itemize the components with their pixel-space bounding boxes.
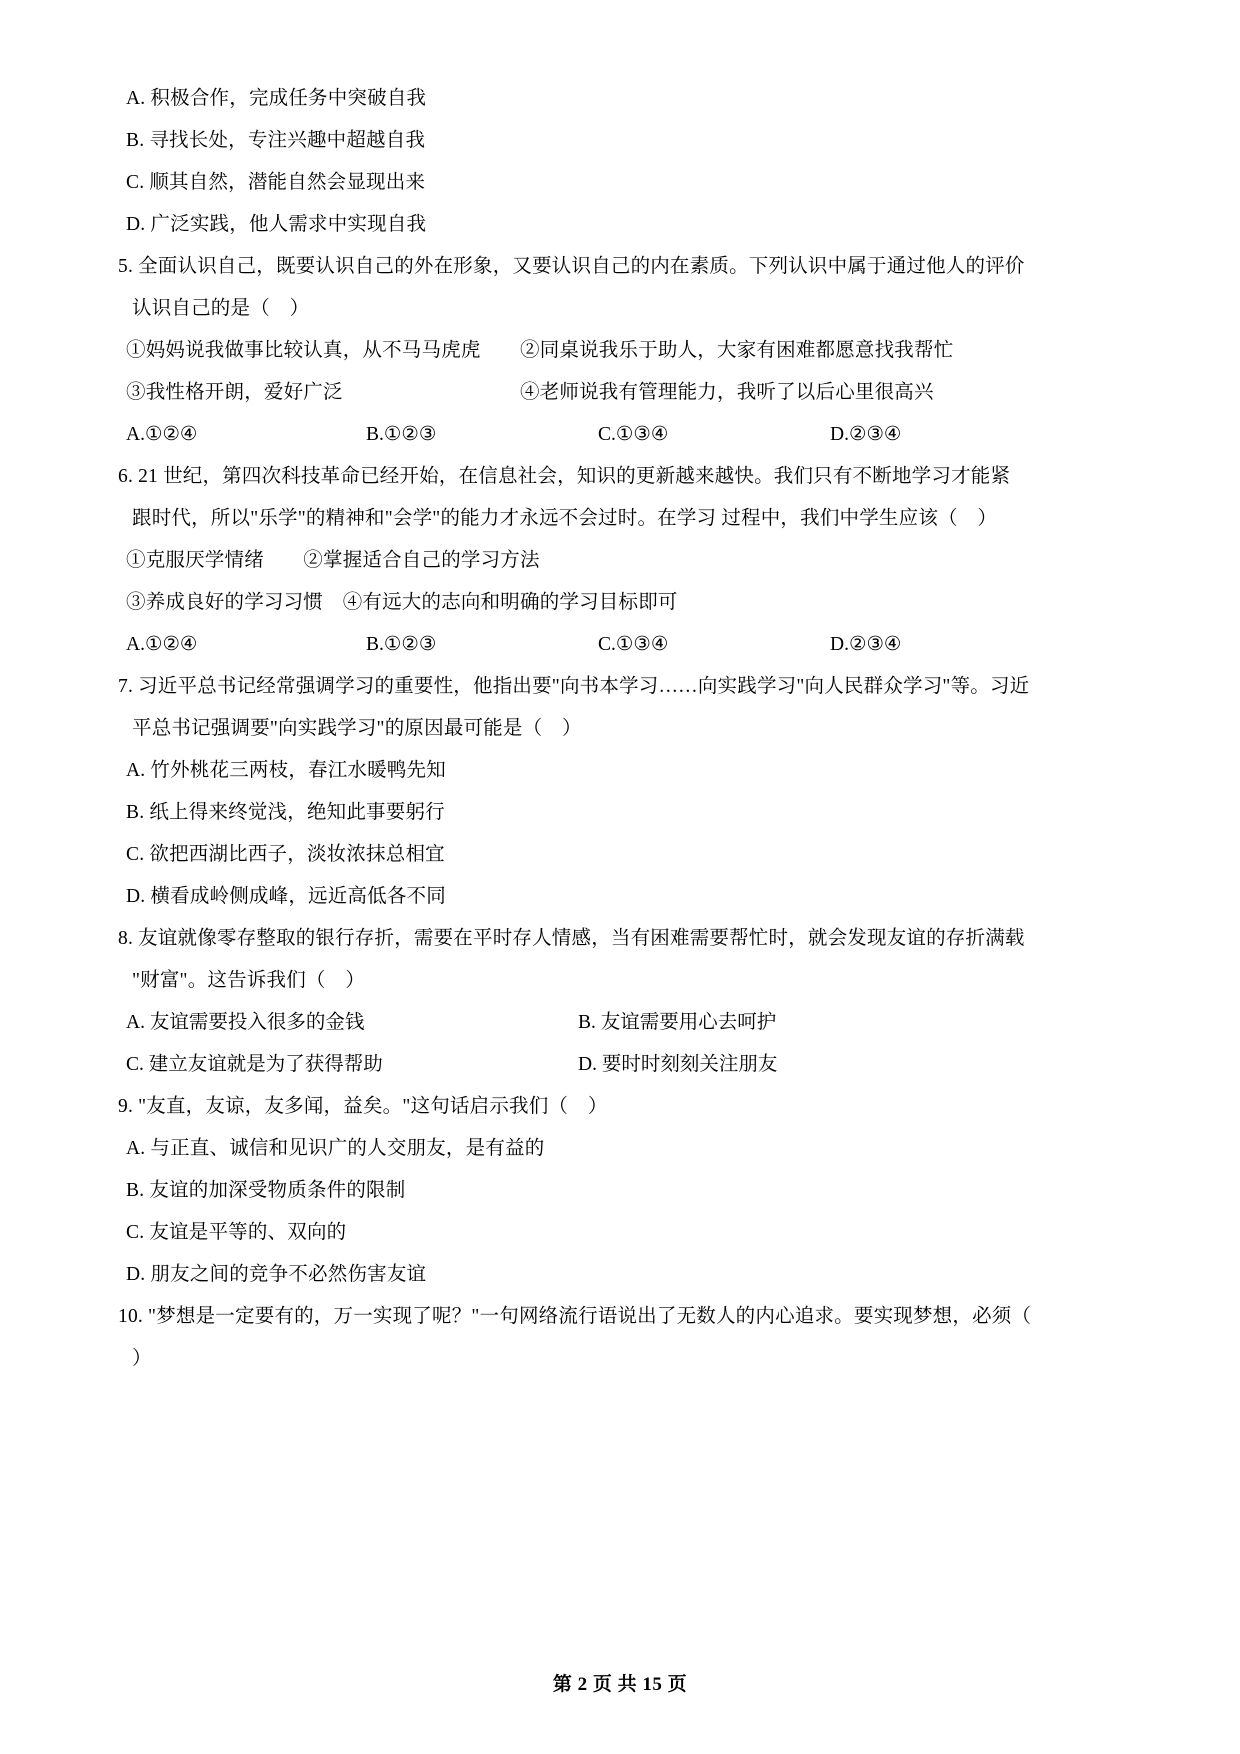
exam-body: [118, 78, 1122, 1380]
q4-option-c: C. 顺其自然，潜能自然会显现出来: [126, 172, 426, 193]
q7-option-d[interactable]: D. 横看成岭侧成峰，远近高低各不同: [126, 886, 446, 907]
q4-option-d: D. 广泛实践，他人需求中实现自我: [126, 214, 427, 235]
q8-stem-line-2: "财富"。这告诉我们（ ）: [132, 970, 366, 991]
q5-choice-c[interactable]: C.①③④: [598, 424, 669, 445]
q6-choice-c[interactable]: C.①③④: [598, 634, 669, 655]
question-6-block: [118, 456, 1122, 666]
q8-stem-line-1: 8. 友谊就像零存整取的银行存折，需要在平时存人情感，当有困难需要帮忙时，就会发现友谊的存折满载: [118, 928, 1025, 949]
q5-statement-2: ③我性格开朗，爱好广泛 ④老师说我有管理能力，我听了以后心里很高兴: [126, 382, 934, 403]
q6-choice-a[interactable]: A.①②④: [126, 634, 198, 655]
q9-option-b[interactable]: B. 友谊的加深受物质条件的限制: [126, 1180, 406, 1201]
q5-statement-1: ①妈妈说我做事比较认真，从不马马虎虎 ②同桌说我乐于助人，大家有困难都愿意找我帮忙: [126, 340, 954, 361]
q8-option-c[interactable]: C. 建立友谊就是为了获得帮助: [126, 1054, 383, 1075]
q7-stem-line-2: 平总书记强调要"向实践学习"的原因最可能是（ ）: [132, 718, 582, 739]
q8-option-d[interactable]: D. 要时时刻刻关注朋友: [578, 1054, 778, 1075]
question-5-block: [118, 246, 1122, 456]
q5-choice-row: [118, 414, 1122, 456]
q6-stem-line-1: 6. 21 世纪，第四次科技革命已经开始，在信息社会，知识的更新越来越快。我们只有不断地学习才能紧: [118, 466, 1011, 487]
q9-stem-line-1: 9. "友直，友谅，友多闻，益矣。"这句话启示我们（ ）: [118, 1096, 608, 1117]
q7-option-b[interactable]: B. 纸上得来终觉浅，绝知此事要躬行: [126, 802, 445, 823]
q5-stem-line-1: 5. 全面认识自己，既要认识自己的外在形象，又要认识自己的内在素质。下列认识中属于通过他人的评价: [118, 256, 1025, 277]
q4-option-a: A. 积极合作，完成任务中突破自我: [126, 88, 427, 109]
q6-statement-1: ①克服厌学情绪 ②掌握适合自己的学习方法: [126, 550, 540, 571]
q7-stem-line-1: 7. 习近平总书记经常强调学习的重要性，他指出要"向书本学习……向实践学习"向人民群众学习"等。习近: [118, 676, 1030, 697]
question-9-block: [118, 1086, 1122, 1296]
q5-stem-line-2: 认识自己的是（ ）: [132, 298, 310, 319]
q6-statement-2: ③养成良好的学习习惯 ④有远大的志向和明确的学习目标即可: [126, 592, 678, 613]
q8-option-b[interactable]: B. 友谊需要用心去呵护: [578, 1012, 777, 1033]
q8-option-row-1: [118, 1002, 1122, 1044]
q7-option-a[interactable]: A. 竹外桃花三两枝，春江水暖鸭先知: [126, 760, 446, 781]
q9-option-a[interactable]: A. 与正直、诚信和见识广的人交朋友，是有益的: [126, 1138, 545, 1159]
q6-choice-d[interactable]: D.②③④: [830, 634, 902, 655]
question-8-block: [118, 918, 1122, 1086]
q5-choice-b[interactable]: B.①②③: [366, 424, 437, 445]
question-4-options-block: [118, 78, 1122, 246]
q8-option-row-2: [118, 1044, 1122, 1086]
page-number-footer: 第 2 页 共 15 页: [552, 1674, 688, 1695]
q5-choice-a[interactable]: A.①②④: [126, 424, 198, 445]
q10-stem-line-1: 10. "梦想是一定要有的，万一实现了呢？"一句网络流行语说出了无数人的内心追求。要实现梦想，必须（: [118, 1306, 1032, 1327]
q8-option-a[interactable]: A. 友谊需要投入很多的金钱: [126, 1012, 365, 1033]
q9-option-c[interactable]: C. 友谊是平等的、双向的: [126, 1222, 347, 1243]
q7-option-c[interactable]: C. 欲把西湖比西子，淡妆浓抹总相宜: [126, 844, 445, 865]
question-7-block: [118, 666, 1122, 918]
q6-choice-b[interactable]: B.①②③: [366, 634, 437, 655]
q9-option-d[interactable]: D. 朋友之间的竞争不必然伤害友谊: [126, 1264, 427, 1285]
q6-choice-row: [118, 624, 1122, 666]
q10-stem-line-2: ）: [132, 1348, 152, 1369]
question-10-block: [118, 1296, 1122, 1380]
q4-option-b: B. 寻找长处，专注兴趣中超越自我: [126, 130, 426, 151]
q5-choice-d[interactable]: D.②③④: [830, 424, 902, 445]
q6-stem-line-2: 跟时代，所以"乐学"的精神和"会学"的能力才永远不会过时。在学习 过程中，我们中学生应该（ ）: [132, 508, 998, 529]
